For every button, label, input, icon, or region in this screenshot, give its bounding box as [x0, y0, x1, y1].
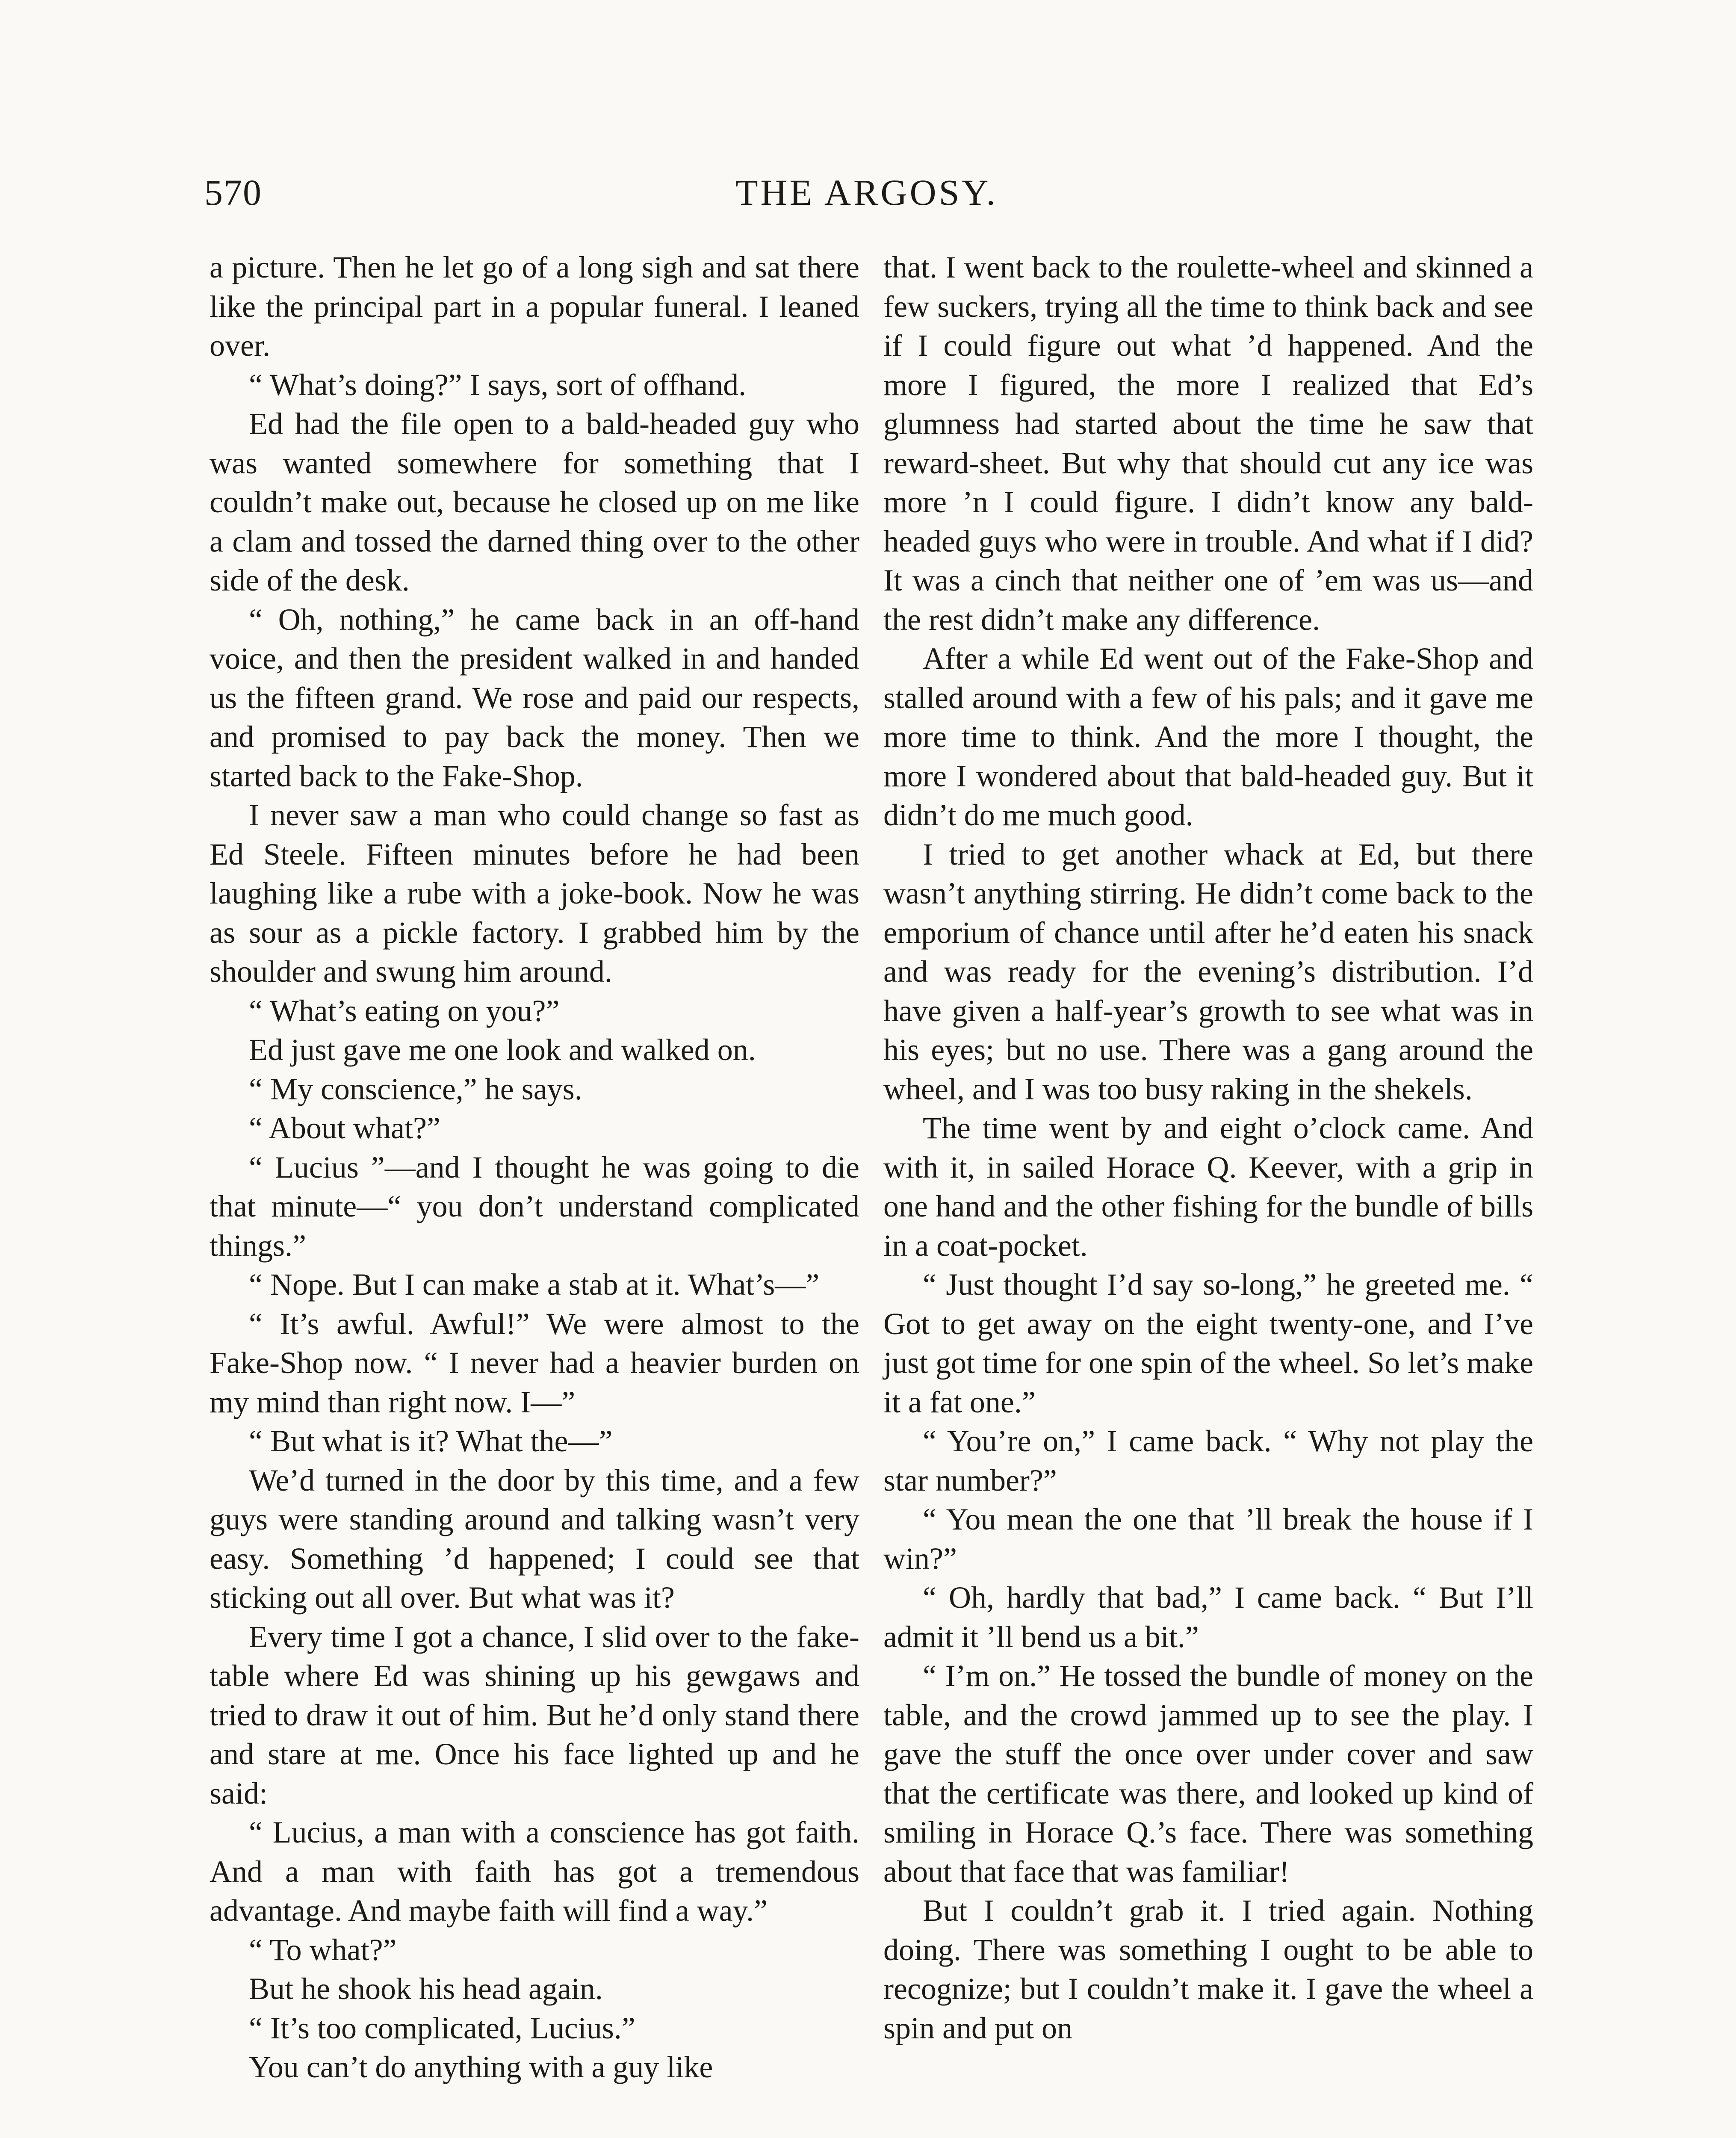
paragraph: “ But what is it? What the—”	[249, 1424, 613, 1458]
paragraph: But I couldn’t grab it. I tried again. Nothing doing. There was something I ought to be able to recognize; but I couldn’t make it. I gave the wheel a spin and put on	[883, 1893, 1533, 2045]
running-head: THE ARGOSY.	[735, 172, 998, 213]
paragraph: “ Oh, hardly that bad,” I came back. “ But I’ll admit it ’ll bend us a bit.”	[883, 1580, 1533, 1654]
paragraph: that. I went back to the roulette-wheel and skinned a few suckers, trying all the time to think back and see if I could figure out what ’d happened. And the more I figured, the more I realized that Ed’s glumness had started about the time he saw that reward-sheet. But why that should cut any ice was more ’n I could figure. I didn’t know any bald-headed guys who were in trouble. And what if I did? It was a cinch that neither one of ’em was us—and the rest didn’t make any difference.	[883, 250, 1533, 637]
left-column	[210, 248, 859, 2087]
paragraph: “ You’re on,” I came back. “ Why not play the star number?”	[883, 1424, 1533, 1497]
paragraph: “ It’s awful. Awful!” We were almost to the Fake-Shop now. “ I never had a heavier burden on my mind than right now. I—”	[210, 1306, 859, 1419]
paragraph: “ What’s eating on you?”	[249, 993, 560, 1028]
paragraph: You can’t do anything with a guy like	[249, 2050, 713, 2084]
paragraph: “ What’s doing?” I says, sort of offhand.	[249, 367, 747, 402]
paragraph: We’d turned in the door by this time, and a few guys were standing around and talking wasn’t very easy. Something ’d happened; I could see that sticking out all over. But what was it?	[210, 1463, 859, 1615]
right-column	[883, 248, 1533, 2048]
paragraph: a picture. Then he let go of a long sigh and sat there like the principal part in a popular funeral. I leaned over.	[210, 250, 859, 363]
page-number: 570	[204, 172, 262, 213]
paragraph: I tried to get another whack at Ed, but there wasn’t anything stirring. He didn’t come back to the emporium of chance until after he’d eaten his snack and was ready for the evening’s distribution. I’d have given a half-year’s growth to see what was in his eyes; but no use. There was a gang around the wheel, and I was too busy raking in the shekels.	[883, 837, 1533, 1106]
paragraph: The time went by and eight o’clock came. And with it, in sailed Horace Q. Keever, with a grip in one hand and the other fishing for the bundle of bills in a coat-pocket.	[883, 1111, 1533, 1263]
paragraph: “ You mean the one that ’ll break the house if I win?”	[883, 1502, 1533, 1576]
paragraph: “ Nope. But I can make a stab at it. What’s—”	[249, 1267, 820, 1302]
paragraph: “ Just thought I’d say so-long,” he greeted me. “ Got to get away on the eight twenty-one, and I’ve just got time for one spin of the wheel. So let’s make it a fat one.”	[883, 1267, 1533, 1419]
paragraph: “ Lucius ”—and I thought he was going to die that minute—“ you don’t understand complicated things.”	[210, 1150, 859, 1263]
paragraph: “ To what?”	[249, 1932, 397, 1967]
paragraph: “ Oh, nothing,” he came back in an off-hand voice, and then the president walked in and handed us the fifteen grand. We rose and paid our respects, and promised to pay back the money. Then we started back to the Fake-Shop.	[210, 602, 859, 793]
paragraph: Ed had the file open to a bald-headed guy who was wanted somewhere for something that I couldn’t make out, because he closed up on me like a clam and tossed the darned thing over to the other side of the desk.	[210, 407, 859, 597]
paragraph: But he shook his head again.	[249, 1972, 603, 2006]
paragraph: “ My conscience,” he says.	[249, 1072, 582, 1106]
paragraph: “ It’s too complicated, Lucius.”	[249, 2011, 635, 2045]
paragraph: “ About what?”	[249, 1111, 440, 1145]
paragraph: Ed just gave me one look and walked on.	[249, 1033, 756, 1067]
paragraph: After a while Ed went out of the Fake-Shop and stalled around with a few of his pals; and it gave me more time to think. And the more I thought, the more I wondered about that bald-headed guy. But it didn’t do me much good.	[883, 641, 1533, 832]
paragraph: “ Lucius, a man with a conscience has got faith. And a man with faith has got a tremendous advantage. And maybe faith will find a way.”	[210, 1815, 859, 1928]
paragraph: Every time I got a chance, I slid over to the fake-table where Ed was shining up his gewgaws and tried to draw it out of him. But he’d only stand there and stare at me. Once his face lighted up and he said:	[210, 1619, 859, 1810]
paragraph: “ I’m on.” He tossed the bundle of money on the table, and the crowd jammed up to see the play. I gave the stuff the once over under cover and saw that the certificate was there, and looked up kind of smiling in Horace Q.’s face. There was something about that face that was familiar!	[883, 1659, 1533, 1889]
paragraph: I never saw a man who could change so fast as Ed Steele. Fifteen minutes before he had been laughing like a rube with a joke-book. Now he was as sour as a pickle factory. I grabbed him by the shoulder and swung him around.	[210, 798, 859, 989]
